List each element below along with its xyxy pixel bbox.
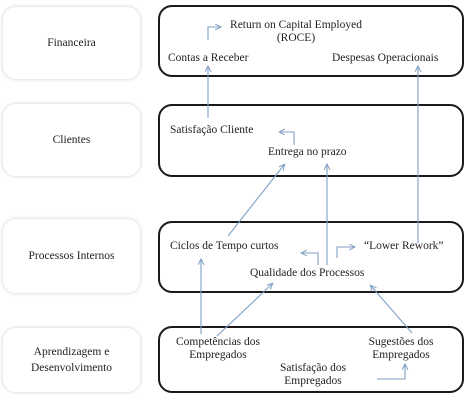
node-sugestoes-line1: Sugestões dos bbox=[368, 336, 434, 348]
perspective-label: Clientes bbox=[52, 134, 91, 146]
node-satisfacao-empregados-line1: Satisfação dos bbox=[279, 362, 347, 374]
node-lower-rework: “Lower Rework” bbox=[364, 240, 444, 252]
node-contas-a-receber: Contas a Receber bbox=[168, 52, 249, 64]
node-roce bbox=[218, 19, 374, 45]
node-competencias bbox=[166, 336, 270, 362]
node-satisfacao-empregados-line2: Empregados bbox=[284, 375, 342, 387]
arrow-competencias-to-qualidade bbox=[217, 284, 272, 336]
node-competencias-line2: Empregados bbox=[189, 349, 247, 361]
node-qualidade-processos: Qualidade dos Processos bbox=[250, 267, 365, 279]
node-despesas-operacionais: Despesas Operacionais bbox=[332, 52, 439, 64]
node-entrega-no-prazo: Entrega no prazo bbox=[268, 146, 347, 158]
node-sugestoes-line2: Empregados bbox=[372, 349, 430, 361]
node-roce-line1: Return on Capital Employed bbox=[230, 19, 362, 31]
arrow-ciclos-to-entrega bbox=[228, 165, 284, 236]
arrow-sugestoes-to-qualidade bbox=[371, 286, 412, 333]
arrow-entrega-to-satisfacao bbox=[280, 132, 294, 145]
perspective-label: Financeira bbox=[47, 37, 96, 49]
arrow-qualidade-to-rework bbox=[337, 247, 354, 258]
node-competencias-line1: Competências dos bbox=[176, 336, 260, 348]
node-satisfacao-empregados bbox=[268, 362, 358, 388]
node-roce-line2: (ROCE) bbox=[276, 32, 316, 44]
node-satisfacao-cliente: Satisfação Cliente bbox=[170, 124, 254, 136]
node-sugestoes bbox=[356, 336, 446, 362]
arrow-satisfacao-emp-to-sugestoes bbox=[377, 365, 405, 379]
perspective-label: Aprendizagem e Desenvolvimento bbox=[30, 346, 113, 374]
node-ciclos-de-tempo: Ciclos de Tempo curtos bbox=[170, 240, 279, 252]
perspective-label: Processos Internos bbox=[28, 250, 115, 262]
arrow-qualidade-to-ciclos bbox=[302, 253, 318, 265]
